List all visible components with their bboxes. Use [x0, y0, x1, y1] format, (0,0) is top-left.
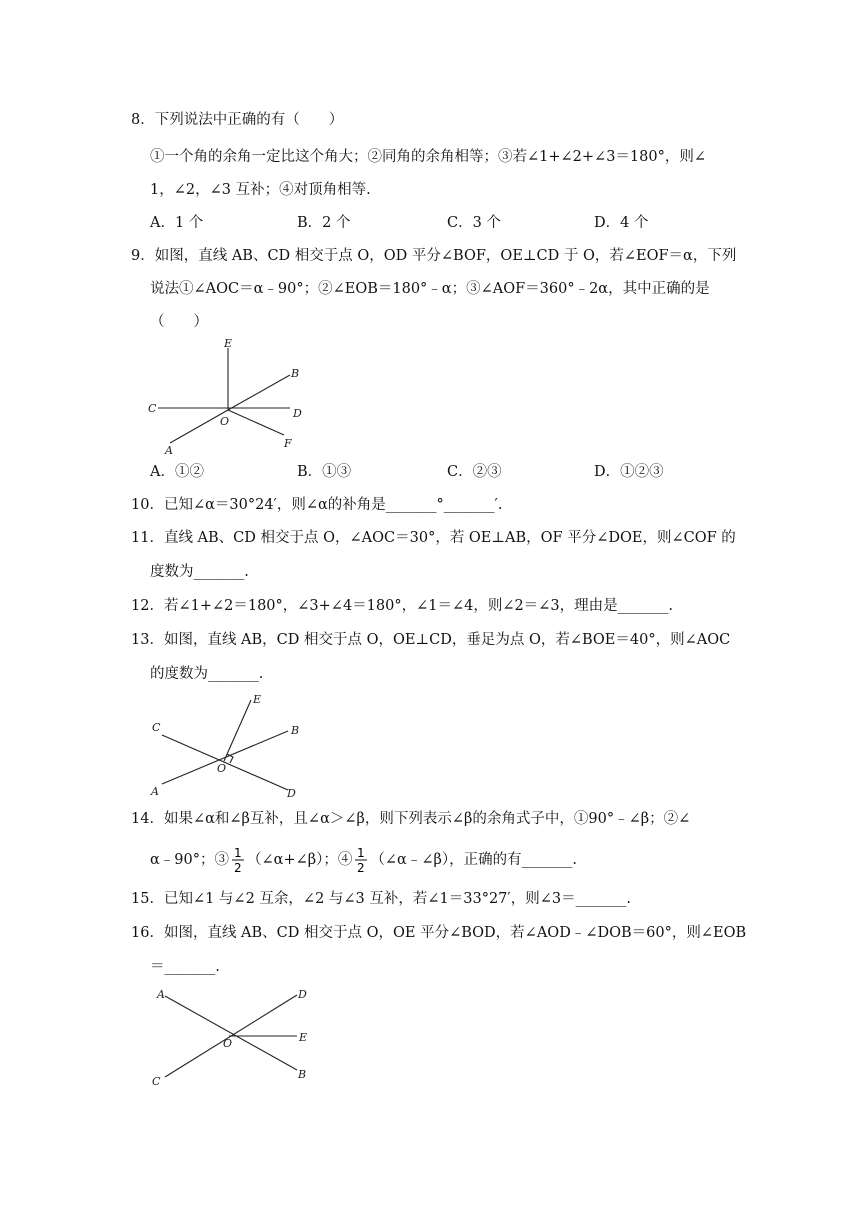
q11-stem-line1: 11．直线 AB、CD 相交于点 O，∠AOC＝30°，若 OE⊥AB，OF 平分∠DOE，则∠COF 的 — [131, 530, 736, 546]
q9-stem-line1: 9．如图，直线 AB、CD 相交于点 O，OD 平分∠BOF，OE⊥CD 于 O，若∠EOF＝α，下列 — [131, 248, 737, 264]
q14-part-a: α﹣90°；③ — [150, 852, 229, 868]
ray-of — [228, 410, 284, 435]
q15-stem: 15．已知∠1 与∠2 互余，∠2 与∠3 互补，若∠1＝33°27′，则∠3＝_______. — [131, 891, 631, 907]
q8-stem: 8．下列说法中正确的有（ ） — [131, 112, 344, 128]
q14-stem-line1: 14．如果∠α和∠β互补，且∠α＞∠β，则下列表示∠β的余角式子中，①90°﹣∠β；②∠ — [131, 811, 691, 827]
q8-option-a: A．1 个 — [150, 215, 204, 231]
label-a: A — [157, 988, 165, 1001]
q9-option-a: A．①② — [150, 464, 204, 480]
q10-stem: 10．已知∠α＝30°24′，则∠α的补角是_______°_______′. — [131, 497, 503, 513]
q13-stem-line2: 的度数为_______. — [150, 666, 264, 682]
q9-option-d: D．①②③ — [594, 464, 664, 480]
label-d: D — [287, 787, 296, 800]
q14-part-c: （∠α﹣∠β），正确的有_______. — [370, 852, 577, 868]
label-c: C — [152, 721, 161, 734]
q9-stem-line2: 说法①∠AOC＝α﹣90°；②∠EOB＝180°﹣α；③∠AOF＝360°﹣2α，其中正确的是 — [150, 281, 710, 297]
q8-option-d: D．4 个 — [594, 215, 649, 231]
label-c: C — [148, 402, 157, 415]
q9-option-c: C．②③ — [447, 464, 502, 480]
label-f: F — [284, 437, 292, 450]
label-a: A — [165, 444, 173, 457]
q12-stem: 12．若∠1+∠2＝180°，∠3+∠4＝180°，∠1＝∠4，则∠2＝∠3，理由是_______. — [131, 598, 673, 614]
q16-stem-line2: ＝_______. — [150, 959, 220, 975]
label-o: O — [223, 1037, 233, 1050]
q16-figure — [145, 983, 325, 1091]
svg-text:1: 1 — [357, 846, 366, 860]
q9-option-b: B．①③ — [297, 464, 352, 480]
label-b: B — [291, 724, 300, 737]
q14-part-b: （∠α+∠β）；④ — [247, 852, 353, 868]
label-d: D — [293, 407, 302, 420]
q16-stem-line1: 16．如图，直线 AB、CD 相交于点 O，OE 平分∠BOD，若∠AOD﹣∠DOB＝60°，则∠EOB — [131, 925, 747, 941]
label-e: E — [224, 337, 233, 350]
label-o: O — [220, 415, 230, 428]
label-e: E — [299, 1031, 308, 1044]
q8-statements-line2: 1，∠2，∠3 互补；④对顶角相等. — [150, 182, 371, 198]
svg-text:2: 2 — [234, 861, 242, 875]
label-b: B — [291, 367, 300, 380]
ray-ob — [228, 375, 290, 410]
label-e: E — [253, 693, 262, 706]
label-b: B — [298, 1068, 307, 1081]
svg-text:1: 1 — [234, 846, 242, 860]
q8-statements-line1: ①一个角的余角一定比这个角大；②同角的余角相等；③若∠1+∠2+∠3＝180°，则∠ — [150, 149, 706, 165]
right-angle-mark — [227, 754, 233, 763]
q8-option-c: C．3 个 — [447, 215, 501, 231]
svg-text:2: 2 — [357, 861, 366, 875]
q13-figure — [140, 690, 320, 805]
q14-stem-line2 — [150, 845, 577, 875]
q9-stem-line3: （ ） — [150, 314, 208, 330]
q11-stem-line2: 度数为_______. — [150, 564, 249, 580]
label-a: A — [151, 785, 159, 798]
q13-stem-line1: 13．如图，直线 AB，CD 相交于点 O，OE⊥CD，垂足为点 O，若∠BOE＝40°，则∠AOC — [131, 632, 731, 648]
q9-figure — [140, 335, 320, 460]
label-o: O — [217, 762, 227, 775]
q14-fraction-1 — [231, 845, 245, 875]
q14-fraction-2 — [354, 845, 368, 875]
q8-option-b: B．2 个 — [297, 215, 351, 231]
label-c: C — [152, 1075, 161, 1088]
label-d: D — [298, 988, 307, 1001]
